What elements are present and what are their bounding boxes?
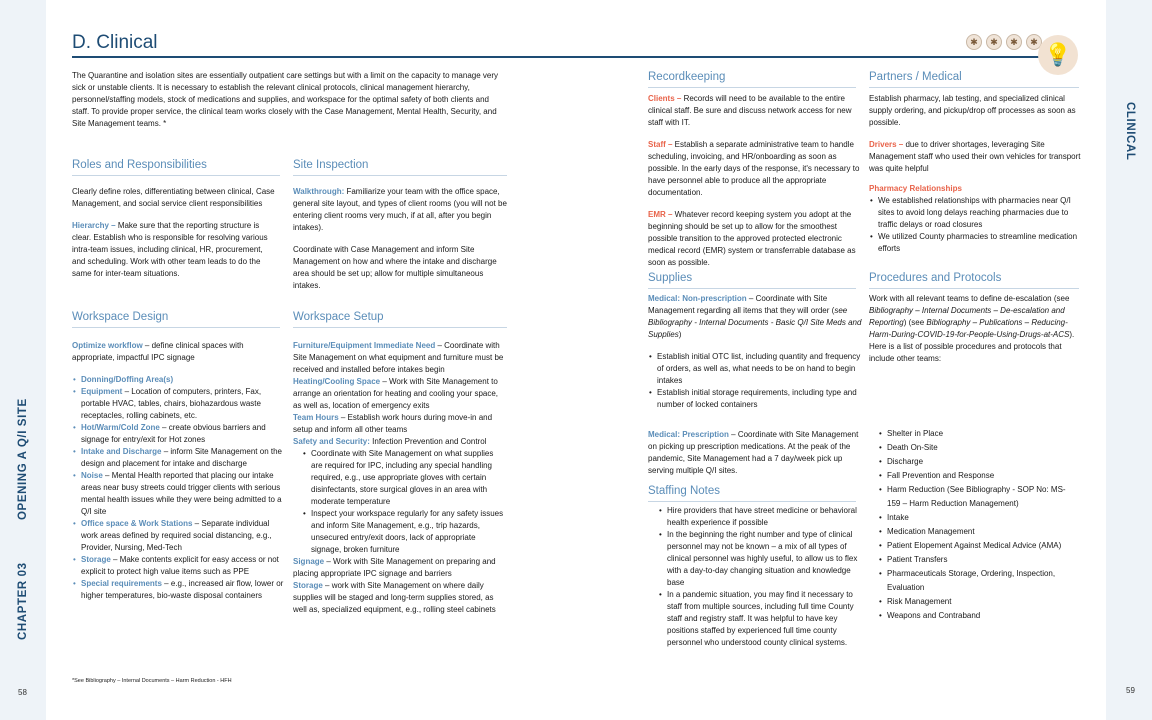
rx-para: Medical: Prescription – Coordinate with Site Management on picking up prescription medications. At the peak of the pandemic, Site Management had a 7 day/week pick up serving multiple Q/I sites. xyxy=(648,430,859,475)
list-item: • Intake xyxy=(887,511,1068,525)
pharmacy-subheading: Pharmacy Relationships xyxy=(869,184,962,193)
roles-hierarchy xyxy=(72,220,277,280)
chapter-number-label: CHAPTER 03 xyxy=(17,562,29,640)
list-item: • Equipment – Location of computers, printers, Fax, portable HVAC, tables, chairs, biohazardous waste receptacles, rolling cabinets, etc. xyxy=(81,386,286,422)
lightbulb-icon: ✱ xyxy=(986,34,1002,50)
list-item: • Patient Elopement Against Medical Advice (AMA) xyxy=(887,539,1068,553)
partners-p1: Establish pharmacy, lab testing, and specialized clinical supply ordering, and pickup/drop off processes as soon as possible. xyxy=(869,94,1076,127)
page-number-left: 58 xyxy=(18,688,27,697)
roles-p1: Clearly define roles, differentiating between clinical, Case Management, and social service client responsibilities xyxy=(72,187,275,208)
chapter-name-label: OPENING A Q/I SITE xyxy=(17,398,29,520)
list-item: • Hire providers that have street medicine or behavioral health experience if possible xyxy=(667,505,858,529)
staff-para: Staff – Establish a separate administrative team to handle scheduling, invoicing, and HR/onboarding as soon as possible. In the early days of the response, it's necessary to have personnel able to produce all the appropriate documentation. xyxy=(648,140,860,197)
list-item: • Establish initial storage requirements, including type and number of locked containers xyxy=(657,387,862,411)
procedures-text xyxy=(869,293,1083,375)
heating-para: Heating/Cooling Space – Work with Site Management to arrange an orientation for heating and cooling your space, as well as, location of emergency exits xyxy=(293,377,499,410)
staffing-heading: Staffing Notes xyxy=(648,485,856,502)
recordkeeping-text xyxy=(648,93,862,279)
optimize-label: Optimize workflow xyxy=(72,341,143,350)
page-number-right: 59 xyxy=(1126,686,1135,695)
list-item: • Storage – Make contents explicit for easy access or not explicit to protect high value items such as PPE xyxy=(81,554,286,578)
list-item: • Inspect your workspace regularly for any safety issues and inform Site Management, e.g., trip hazards, unsecured entry/exit doors, lack of appropriate signage, broken furniture xyxy=(311,508,507,556)
list-item: • Harm Reduction (See Bibliography - SOP No: MS-159 – Harm Reduction Management) xyxy=(887,483,1068,511)
walkthrough-label: Walkthrough: xyxy=(293,187,345,196)
procedures-list xyxy=(878,427,1068,623)
lightbulb-icon: 💡 xyxy=(1038,35,1078,75)
list-item: • Office space & Work Stations – Separate individual work areas defined by required social distancing, e.g., Provider, Nursing, Med-Tech xyxy=(81,518,286,554)
team-hours-para: Team Hours – Establish work hours during move-in and setup and inform all other teams xyxy=(293,413,493,434)
roles-text xyxy=(72,186,277,290)
lightbulb-icon: ✱ xyxy=(1026,34,1042,50)
safety-para: Safety and Security: Infection Prevention and Control xyxy=(293,437,487,446)
walkthrough-para xyxy=(293,186,507,234)
signage-para: Signage – Work with Site Management on preparing and placing appropriate IPC signage and barriers xyxy=(293,557,496,578)
hierarchy-text: Make sure that the reporting structure is clear. Establish who is responsible for resolving various intra-team issues, including clinical, HR, procurement, and scheduling. Work with other team leads to do the same for inter-team situations. xyxy=(72,221,268,278)
partners-text xyxy=(869,93,1081,255)
lightbulb-icon: ✱ xyxy=(966,34,982,50)
furniture-para: Furniture/Equipment Immediate Need – Coordinate with Site Management on what equipment and furniture must be received and installed before intakes begin xyxy=(293,341,504,374)
procedures-intro: Work with all relevant teams to define de-escalation (see Bibliography – Internal Documents – De-escalation and Reporting) (see Bibliography – Publications – Reducing-Harm-During-COVID-19-for-People-Using-Drugs-at-ACS). Here is a list of possible procedures and protocols that include other teams: xyxy=(869,294,1075,363)
list-item: • We utilized County pharmacies to streamline medication efforts xyxy=(878,231,1081,255)
optimize-para xyxy=(72,340,286,364)
roles-heading: Roles and Responsibilities xyxy=(72,159,280,176)
supplies-heading: Supplies xyxy=(648,272,856,289)
intro-paragraph: The Quarantine and isolation sites are essentially outpatient care settings but with a limit on the capacity to manage very sick or unstable clients. It is necessary to establish the relevant clinical protocols, clinical management hierarchy, personnel/staffing models, stock of medications and supplies, and workspace for the optimal safety of both clients and staff. To provide proper service, the clinical team works closely with the Case Management, Mental Health, Security, and Site Management teams. * xyxy=(72,71,499,128)
list-item: • Weapons and Contraband xyxy=(887,609,1068,623)
nonrx-para: Medical: Non-prescription – Coordinate with Site Management regarding all items that they will order (see Bibliography - Internal Documents - Basic Q/I Site Meds and Supplies) xyxy=(648,294,862,339)
list-item: • Noise – Mental Health reported that placing our intake areas near busy streets could trigger clients with serious mental health issues while they were being admitted to a Q/I site xyxy=(81,470,286,518)
supplies-text xyxy=(648,293,862,487)
workspace-design-text xyxy=(72,340,286,602)
staffing-list xyxy=(658,505,858,649)
recordkeeping-heading: Recordkeeping xyxy=(648,71,856,88)
list-item: • Patient Transfers xyxy=(887,553,1068,567)
list-item: • Death On-Site xyxy=(887,441,1068,455)
site-inspection-heading: Site Inspection xyxy=(293,159,507,176)
list-item: • Establish initial OTC list, including quantity and frequency of orders, as well as, what needs to be on hand to begin intakes xyxy=(657,351,862,387)
supplies-list xyxy=(648,351,862,411)
footnote: *See Bibliography – Internal Documents – Harm Reduction - HFH xyxy=(72,678,232,684)
list-item: • Coordinate with Site Management on what supplies are required for IPC, including any special handling required, e.g., use appropriate gloves with certain disinfectants, store surgical gloves in an area with moderate temperature xyxy=(311,448,507,508)
title-rule xyxy=(72,56,1050,58)
partners-heading: Partners / Medical xyxy=(869,71,1079,88)
icon-strip xyxy=(966,34,1042,50)
list-item: • In a pandemic situation, you may find it necessary to staff from multiple sources, including full time County staff and registry staff. It was helpful to have key positions staffed by experienced full time county personnel who understood county clinical systems. xyxy=(667,589,858,649)
list-item: • Donning/Doffing Area(s) xyxy=(81,374,286,386)
emr-para: EMR – Whatever record keeping system you adopt at the beginning should be set up to allow for the smoothest possible transition to the approved protected electronic medical record (EMR) system or transferrable database as soon as possible. xyxy=(648,210,856,267)
workspace-design-heading: Workspace Design xyxy=(72,311,280,328)
workspace-setup-text xyxy=(293,340,507,616)
list-item: • Medication Management xyxy=(887,525,1068,539)
optimize-text: – define clinical spaces with appropriate, impactful IPC signage xyxy=(72,341,244,362)
drivers-para: Drivers – due to driver shortages, leveraging Site Management staff who used their own vehicles for transport was quite helpful xyxy=(869,140,1081,173)
list-item: • Special requirements – e.g., increased air flow, lower or higher temperatures, bio-waste disposal containers xyxy=(81,578,286,602)
section-tab-label: CLINICAL xyxy=(1124,102,1136,161)
list-item: • Shelter in Place xyxy=(887,427,1068,441)
list-item: • In the beginning the right number and type of clinical personnel may not be known – a mix of all types of clinical personnel was highly useful, to allow us to flex with a day-to-day changing situation and knowledge base xyxy=(667,529,858,589)
site-inspection-text xyxy=(293,186,507,302)
list-item: • Discharge xyxy=(887,455,1068,469)
list-item: • Intake and Discharge – inform Site Management on the design and placement for intake and discharge xyxy=(81,446,286,470)
page-title: D. Clinical xyxy=(72,32,158,53)
list-item: • We established relationships with pharmacies near Q/I sites to avoid long delays reaching pharmacies due to traffic delays or road closures xyxy=(878,195,1081,231)
workspace-setup-heading: Workspace Setup xyxy=(293,311,507,328)
pharmacy-list xyxy=(869,195,1081,255)
site-inspection-p2: Coordinate with Case Management and inform Site Management on how and where the intake and discharge area should be set up; allow for multiple simultaneous intakes. xyxy=(293,245,497,290)
walkthrough-text: Familiarize your team with the office space, general site layout, and types of client rooms (you will not be entering client rooms very much, if at all, after you begin intakes). xyxy=(293,187,507,232)
staffing-text xyxy=(658,505,858,649)
list-item: • Risk Management xyxy=(887,595,1068,609)
workspace-design-list xyxy=(72,374,286,602)
storage-para: Storage – work with Site Management on where daily supplies will be staged and long-term supplies stored, as well as, specialized equipment, e.g., rolling steel cabinets xyxy=(293,581,496,614)
list-item: • Pharmaceuticals Storage, Ordering, Inspection, Evaluation xyxy=(887,567,1068,595)
clients-para: Clients – Records will need to be available to the entire clinical staff. Be sure and discuss network access for new staff with IT. xyxy=(648,94,852,127)
lightbulb-icon: ✱ xyxy=(1006,34,1022,50)
hierarchy-label: Hierarchy – xyxy=(72,221,116,230)
safety-list xyxy=(293,448,507,556)
list-item: • Hot/Warm/Cold Zone – create obvious barriers and signage for entry/exit for Hot zones xyxy=(81,422,286,446)
procedures-list-block xyxy=(878,427,1068,623)
list-item: • Fall Prevention and Response xyxy=(887,469,1068,483)
procedures-heading: Procedures and Protocols xyxy=(869,272,1079,289)
